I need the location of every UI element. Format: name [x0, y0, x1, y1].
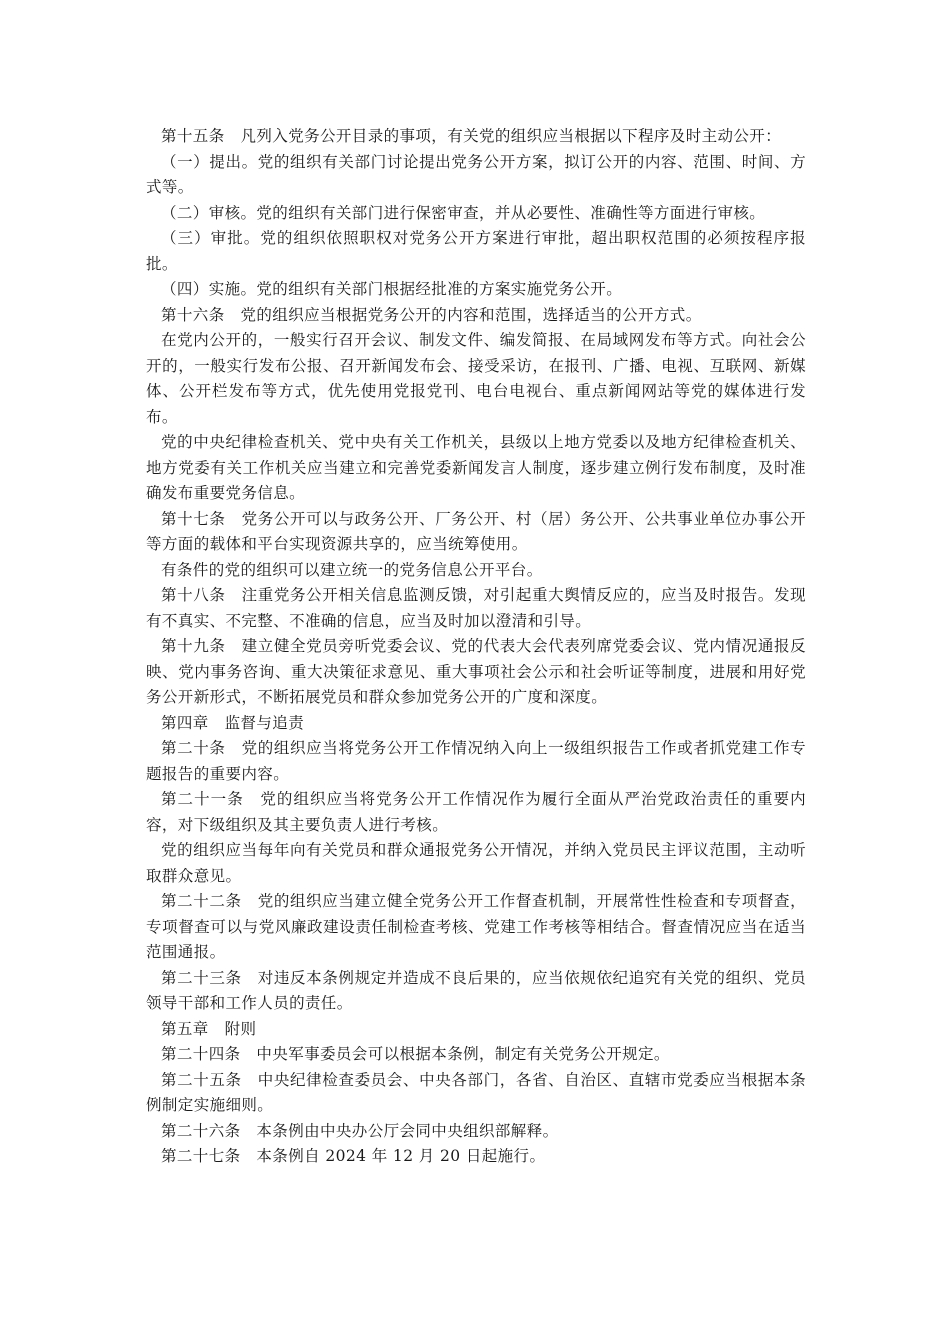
- article-22: 第二十二条 党的组织应当建立健全党务公开工作督查机制，开展常性性检查和专项督查，专项督查可以与党风廉政建设责任制检查考核、党建工作考核等相结合。督查情况应当在适当范围通报。: [146, 892, 806, 961]
- procedure-item-implement: （四）实施。党的组织有关部门根据经批准的方案实施党务公开。: [161, 280, 623, 298]
- article-20: 第二十条 党的组织应当将党务公开工作情况纳入向上一级组织报告工作或者抓党建工作专题报告的重要内容。: [146, 739, 806, 783]
- chapter-4-heading: 第四章 监督与追责: [161, 713, 305, 732]
- article-24: 第二十四条 中央军事委员会可以根据本条例，制定有关党务公开规定。: [161, 1045, 670, 1063]
- article-15: 第十五条 凡列入党务公开目录的事项，有关党的组织应当根据以下程序及时主动公开：: [161, 127, 782, 145]
- procedure-item-propose: （一）提出。党的组织有关部门讨论提出党务公开方案，拟订公开的内容、范围、时间、方式等。: [146, 152, 806, 196]
- article-16-paragraph-2: 在党内公开的，一般实行召开会议、制发文件、编发简报、在局域网发布等方式。向社会公开的，一般实行发布公报、召开新闻发布会、接受采访，在报刊、广播、电视、互联网、新媒体、公开栏发布等方式，优先使用党报党刊、电台电视台、重点新闻网站等党的媒体进行发布。: [146, 331, 806, 426]
- article-21: 第二十一条 党的组织应当将党务公开工作情况作为履行全面从严治党政治责任的重要内容，对下级组织及其主要负责人进行考核。: [146, 790, 806, 834]
- procedure-item-approve: （三）审批。党的组织依照职权对党务公开方案进行审批，超出职权范围的必须按程序报批。: [146, 229, 806, 273]
- article-25: 第二十五条 中央纪律检查委员会、中央各部门，各省、自治区、直辖市党委应当根据本条例制定实施细则。: [146, 1070, 806, 1114]
- article-16-paragraph-3: 党的中央纪律检查机关、党中央有关工作机关，县级以上地方党委以及地方纪律检查机关、地方党委有关工作机关应当建立和完善党委新闻发言人制度，逐步建立例行发布制度，及时准确发布重要党务信息。: [146, 433, 806, 502]
- article-18: 第十八条 注重党务公开相关信息监测反馈，对引起重大舆情反应的，应当及时报告。发现有不真实、不完整、不准确的信息，应当及时加以澄清和引导。: [146, 586, 806, 630]
- article-21-paragraph-2: 党的组织应当每年向有关党员和群众通报党务公开情况，并纳入党员民主评议范围，主动听取群众意见。: [146, 841, 806, 885]
- article-19: 第十九条 建立健全党员旁听党委会议、党的代表大会代表列席党委会议、党内情况通报反映、党内事务咨询、重大决策征求意见、重大事项社会公示和社会听证等制度，进展和用好党务公开新形式，不断拓展党员和群众参加党务公开的广度和深度。: [146, 637, 806, 706]
- document-body: [146, 124, 806, 1170]
- article-23: 第二十三条 对违反本条例规定并造成不良后果的，应当依规依纪追究有关党的组织、党员领导干部和工作人员的责任。: [146, 968, 806, 1012]
- procedure-item-review: （二）审核。党的组织有关部门进行保密审查，并从必要性、准确性等方面进行审核。: [161, 203, 766, 222]
- article-26: 第二十六条 本条例由中央办公厅会同中央组织部解释。: [161, 1121, 559, 1140]
- article-17: 第十七条 党务公开可以与政务公开、厂务公开、村（居）务公开、公共事业单位办事公开等方面的载体和平台实现资源共享的，应当统筹使用。: [146, 509, 806, 553]
- article-16: 第十六条 党的组织应当根据党务公开的内容和范围，选择适当的公开方式。: [161, 305, 702, 324]
- chapter-5-heading: 第五章 附则: [161, 1019, 257, 1038]
- article-17-paragraph-2: 有条件的党的组织可以建立统一的党务信息公开平台。: [161, 560, 543, 579]
- article-27: 第二十七条 本条例自 2024 年 12 月 20 日起施行。: [161, 1147, 546, 1165]
